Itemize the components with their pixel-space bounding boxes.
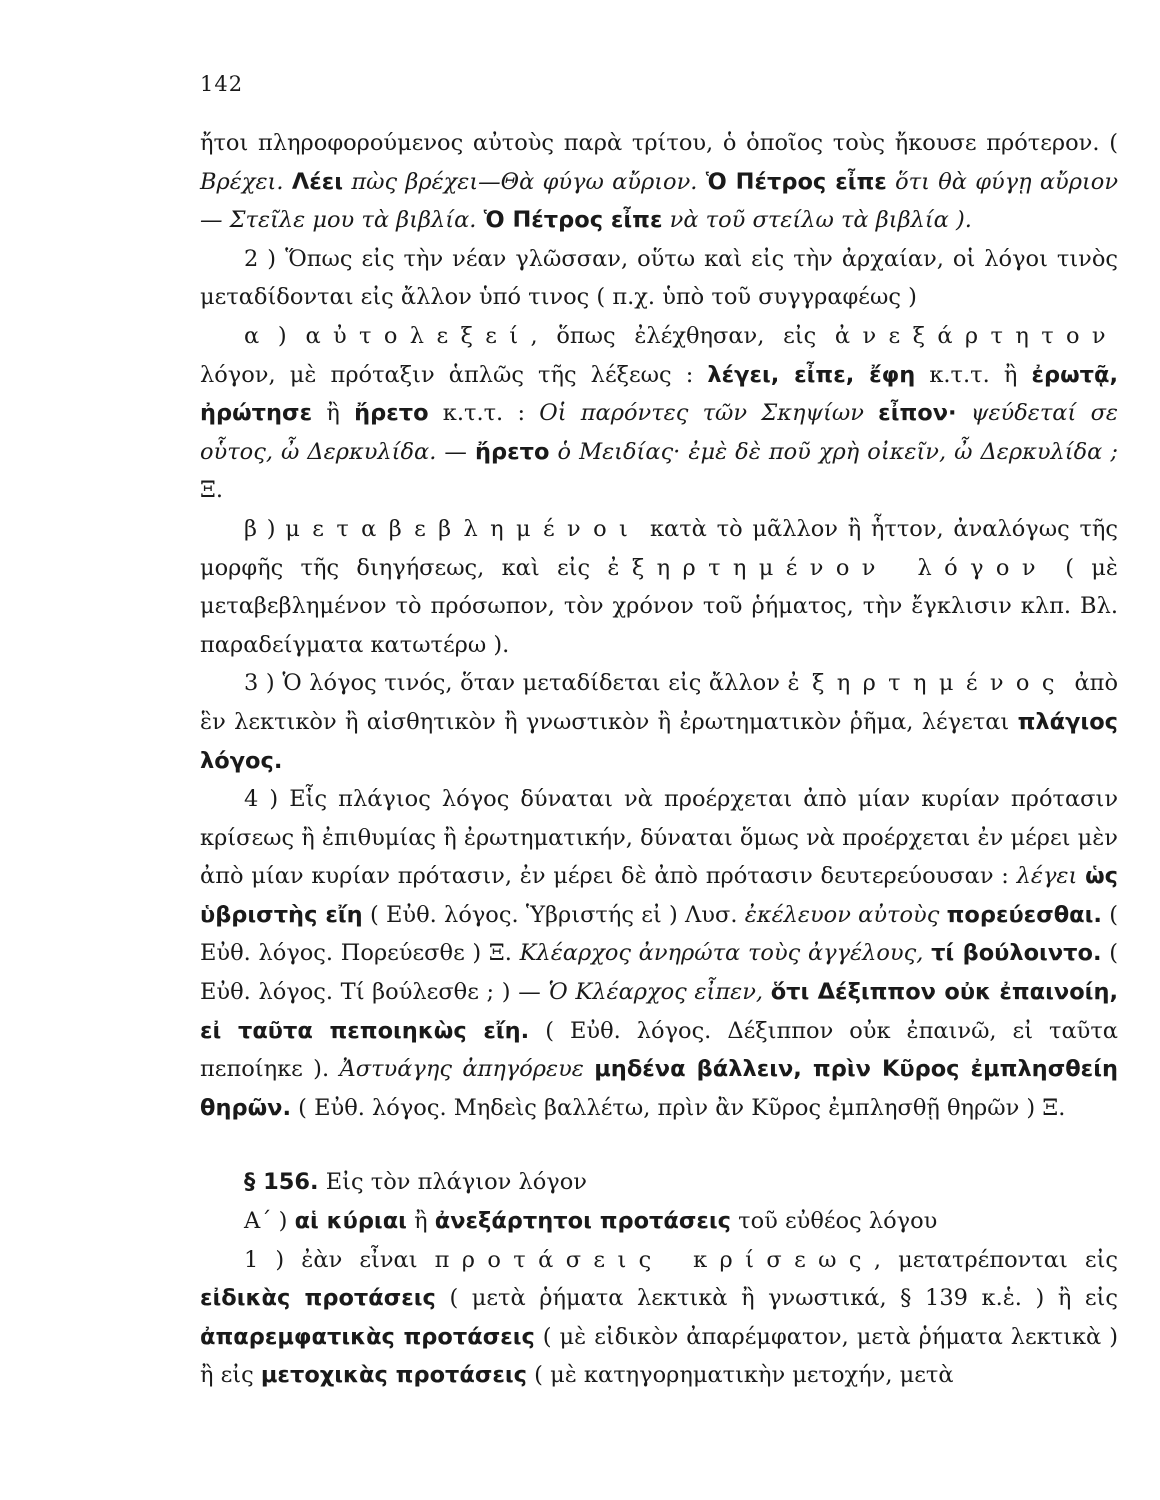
text-run <box>1077 863 1085 889</box>
page-body <box>200 124 1118 1395</box>
page-number: 142 <box>200 72 244 96</box>
bold-term: εἰδικὰς προτάσεις <box>200 1285 436 1312</box>
paragraph-point-3 <box>200 664 1118 780</box>
italic-example: ὁ Μειδίας· ἐμὲ δὲ ποῦ χρὴ οἰκεῖν, ὦ Δερκυλίδα ; <box>557 438 1118 465</box>
text-run <box>939 902 946 928</box>
text-run: 4 ) Εἷς πλάγιος λόγος δύναται νὰ προέρχεται ἀπὸ μίαν κυρίαν πρότασιν κρίσεως ἢ ἐπιθυμίας ἢ ἐρωτηματικήν, δύναται ὅμως νὰ προέρχεται ἐν μέρει μὲν ἀπὸ μίαν κυρίαν πρότασιν, ἐν μέρει δὲ ἀπὸ πρότασιν δευτερεύουσαν : <box>200 786 1118 890</box>
spaced-term: ἐξηρτημένος <box>787 670 1067 697</box>
text-run <box>923 940 931 966</box>
text-run: λόγον, μὲ πρόταξιν ἁπλῶς τῆς λέξεως : <box>200 361 708 388</box>
italic-example: ὅτι θὰ φύγῃ αὔριον — Στεῖλε μου τὰ βιβλία. <box>200 168 1118 234</box>
spaced-term: αὐτολεξεί <box>305 322 531 349</box>
bold-term: αἱ κύριαι <box>294 1208 407 1235</box>
paragraph-subsection-a1 <box>200 1241 1118 1395</box>
bold-term: Λέει <box>291 168 344 195</box>
italic-example: Ἀστυάγης ἀπηγόρευε <box>339 1056 584 1083</box>
text-run: κατὰ τὸ μᾶλλον ἢ ἧττον, ἀναλόγως τῆς μορφῆς τῆς διηγήσεως, καὶ εἰς <box>200 515 1118 581</box>
italic-example: Βρέχει. <box>200 168 284 195</box>
text-run: Ξ. <box>200 477 223 504</box>
text-run: 2 ) Ὅπως εἰς τὴν νέαν γλῶσσαν, οὕτω καὶ εἰς τὴν ἀρχαίαν, οἱ λόγοι τινὸς μεταδίδονται εἰς ἄλλον ὑπό τινος ( π.χ. ὑπὸ τοῦ συγγραφέως ) <box>200 245 1118 311</box>
spaced-term: προτάσεις κρίσεως <box>434 1246 874 1273</box>
text-run: ἢ <box>312 400 355 427</box>
text-run: α ) <box>244 322 306 349</box>
text-run: ( Εὐθ. λόγος. Δέξιππον οὐκ ἐπαινῶ, εἰ ταῦτα πεποίηκε ). <box>200 1017 1118 1083</box>
text-run <box>476 207 483 233</box>
text-run: ἤτοι πληροφορούμενος αὐτοὺς παρὰ τρίτου, ὁ ὁποῖος τοὺς ἤκουσε πρότερον. ( <box>200 130 1118 156</box>
bold-term: λέγει, εἶπε, ἔφη <box>707 361 916 388</box>
text-run <box>763 979 771 1005</box>
paragraph-continuation <box>200 124 1118 240</box>
text-run <box>957 400 971 426</box>
bold-term: μηδένα βάλλειν, πρὶν Κῦρος ἐμπλησθείη θηρῶν. <box>200 1056 1118 1121</box>
text-run: τοῦ εὐθέος λόγου <box>731 1208 938 1235</box>
paragraph-point-2 <box>200 240 1118 317</box>
text-run <box>584 1056 594 1082</box>
text-run: ἀπὸ ἓν λεκτικὸν ἢ αἰσθητικὸν ἢ γνωστικὸν ἢ ἐρωτηματικὸν ῥῆμα, λέγεται <box>200 670 1118 735</box>
text-run: ( Εὐθ. λόγος. Μηδεὶς βαλλέτω, πρὶν ἂν Κῦρος ἐμπλησθῇ θηρῶν ) Ξ. <box>291 1094 1066 1121</box>
paragraph-point-2a <box>200 317 1118 510</box>
italic-example: πὼς βρέχει—Θὰ φύγω αὔριον. <box>351 168 698 195</box>
bold-term: ἤρετο <box>354 400 429 427</box>
italic-example: Ὁ Κλέαρχος εἶπεν, <box>548 979 764 1006</box>
text-run: , ὅπως ἐλέχθησαν, εἰς <box>530 322 835 349</box>
text-run: κ.τ.τ. : <box>428 400 540 427</box>
text-run: 3 ) Ὁ λόγος τινός, ὅταν μεταδίδεται εἰς ἄλλον <box>244 670 788 697</box>
text-run: Α΄ ) <box>244 1208 295 1235</box>
italic-example: Οἱ παρόντες τῶν Σκηψίων <box>539 400 864 427</box>
bold-term: ὡς ὑβριστὴς εἴη <box>200 863 1118 928</box>
text-run: ( Εὐθ. λόγος. Πορεύεσθε ) Ξ. <box>200 901 1119 967</box>
bold-term: Ὁ Πέτρος εἶπε <box>705 168 887 195</box>
spaced-term: μεταβεβλημένοι <box>285 515 641 542</box>
text-run: ( μὲ εἰδικὸν ἀπαρέμφατον, μετὰ ῥήματα λεκτικὰ ) ἢ εἰς <box>200 1323 1118 1389</box>
italic-example: λέγει <box>1016 863 1078 890</box>
bold-term: § 156. <box>244 1169 319 1196</box>
paragraph-point-4 <box>200 780 1118 1127</box>
bold-term: τί βούλοιντο. <box>931 940 1102 967</box>
italic-example: ἐκέλευον αὐτοὺς <box>744 901 940 928</box>
text-run: ἢ <box>406 1208 435 1235</box>
bold-term: μετοχικὰς προτάσεις <box>260 1362 527 1389</box>
text-run: ( Εὐθ. λόγος. Τί βούλεσθε ; ) — <box>200 940 1119 1006</box>
spaced-term: ἀνεξάρτητον <box>834 322 1118 349</box>
text-run <box>697 169 705 195</box>
bold-term: ἐρωτᾷ, ἠρώτησε <box>200 361 1118 427</box>
section-heading <box>200 1163 1118 1202</box>
bold-term: πλάγιος λόγος. <box>200 708 1118 774</box>
text-run <box>284 169 292 195</box>
italic-example: ψεύδεταί σε οὗτος, ὦ Δερκυλίδα. <box>200 400 1118 465</box>
italic-example: Κλέαρχος ἀνηρώτα τοὺς ἀγγέλους, <box>519 940 924 967</box>
text-run: ( μὲ μεταβεβλημένον τὸ πρόσωπον, τὸν χρόνον τοῦ ῥήματος, τὴν ἔγκλισιν κλπ. Βλ. παραδείγματα κατωτέρω ). <box>200 554 1119 658</box>
bold-term: εἶπον· <box>878 400 957 427</box>
text-run <box>663 207 670 233</box>
text-run: Εἰς τὸν πλάγιον λόγον <box>318 1169 587 1196</box>
text-run: , μετατρέπονται εἰς <box>873 1246 1118 1273</box>
italic-example: νὰ τοῦ στείλω τὰ βιβλία ). <box>669 207 972 234</box>
bold-term: Ὁ Πέτρος εἶπε <box>483 207 663 234</box>
text-run: ( μὲ κατηγορηματικὴν μετοχήν, μετὰ <box>527 1362 954 1389</box>
bold-term: ἀπαρεμφατικὰς προτάσεις <box>200 1323 535 1350</box>
text-run <box>864 400 878 426</box>
bold-term: ὅτι Δέξιππον οὐκ ἐπαινοίη, εἰ ταῦτα πεποιηκὼς εἴη. <box>200 979 1119 1044</box>
paragraph-subsection-a <box>200 1202 1118 1241</box>
text-run: β ) <box>244 515 286 542</box>
paragraph-point-2b <box>200 510 1118 664</box>
bold-term: ἀνεξάρτητοι προτάσεις <box>434 1208 732 1235</box>
text-run: 1 ) ἐὰν εἶναι <box>244 1246 435 1273</box>
bold-term: πορεύεσθαι. <box>946 901 1102 928</box>
text-run <box>887 169 895 195</box>
text-run: — <box>436 438 475 465</box>
text-run: ( μετὰ ῥήματα λεκτικὰ ἢ γνωστικά, § 139 κ.ἑ. ) ἢ εἰς <box>435 1285 1118 1312</box>
text-run: κ.τ.τ. ἢ <box>915 361 1032 388</box>
bold-term: ἤρετο <box>474 438 550 465</box>
spaced-term: ἐξηρτημένον λόγον <box>607 554 1048 581</box>
text-run: ( Εὐθ. λόγος. Ὑβριστής εἰ ) Λυσ. <box>362 901 745 928</box>
